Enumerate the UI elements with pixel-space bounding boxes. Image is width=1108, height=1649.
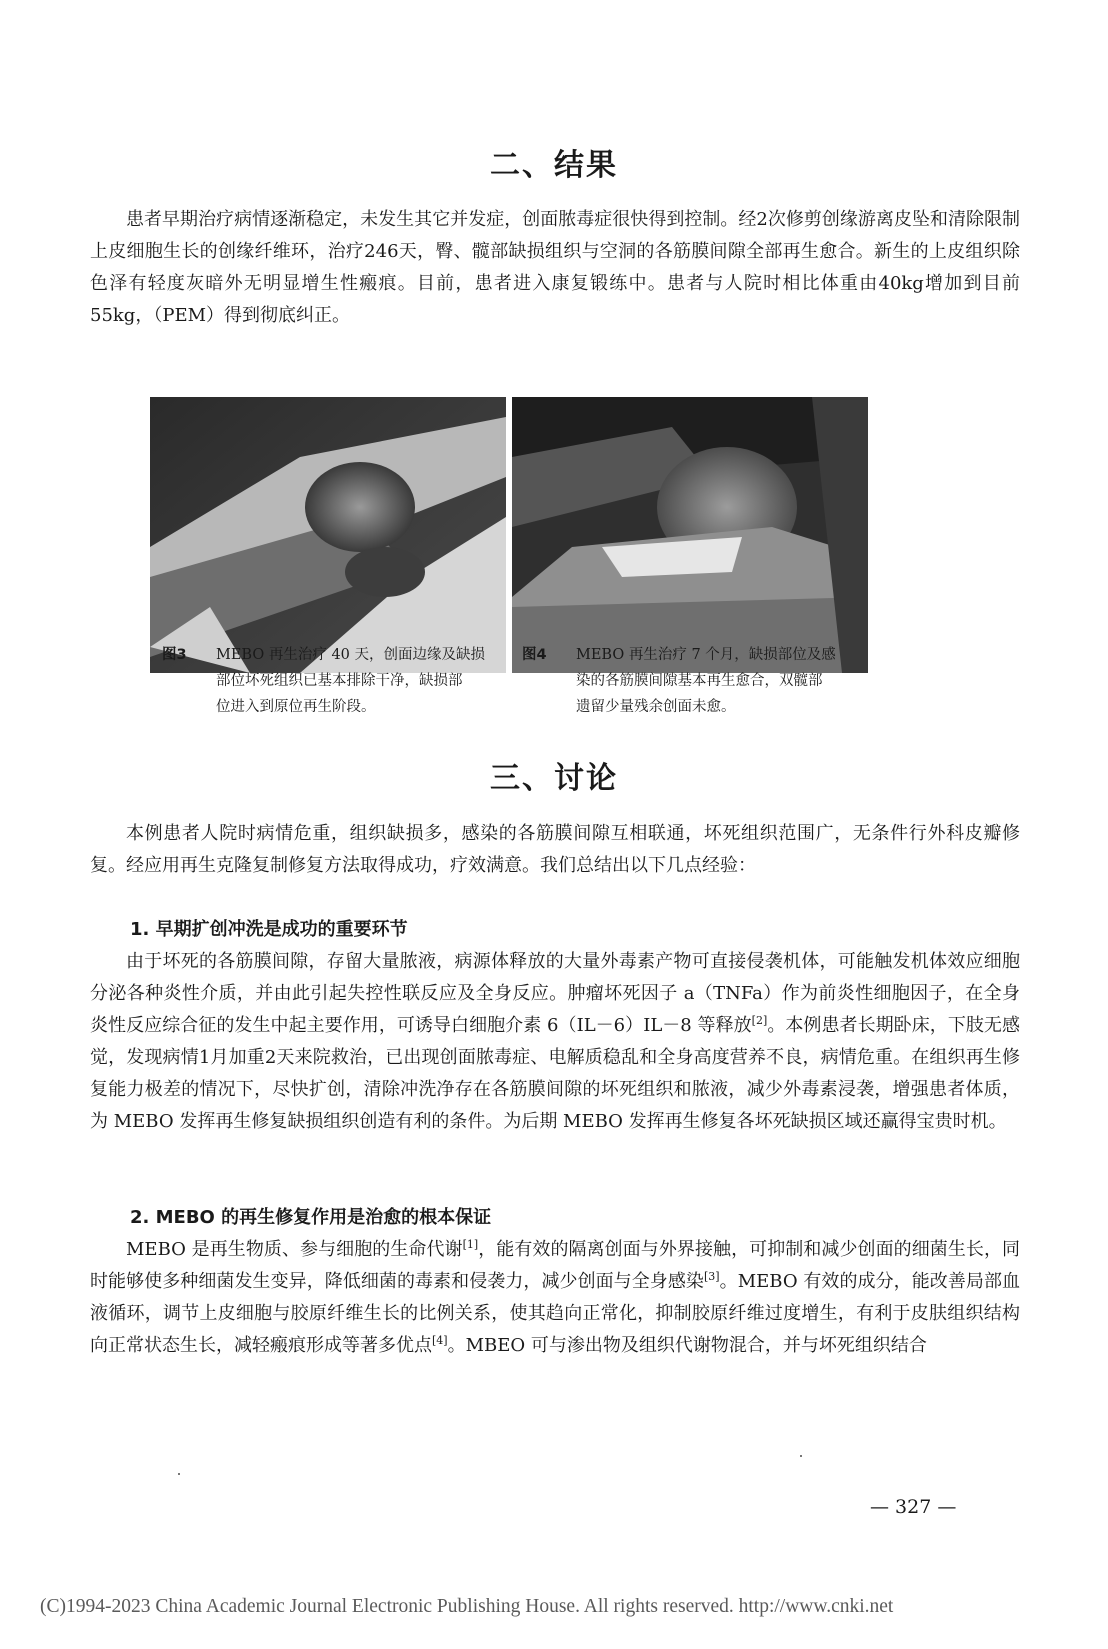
discussion-point-2-paragraph: [90, 1234, 1020, 1362]
discussion-intro-paragraph: 本例患者人院时病情危重，组织缺损多，感染的各筋膜间隙互相联通，坏死组织范围广，无条件行外科皮瓣修复。经应用再生克隆复制修复方法取得成功，疗效满意。我们总结出以下几点经验：: [90, 823, 1020, 876]
discussion-point-1-paragraph: [90, 946, 1020, 1138]
scan-speck: [800, 1455, 802, 1457]
citation-1: [1]: [462, 1238, 479, 1251]
figure-4-caption-line-2: 染的各筋膜间隙基本再生愈合，双髋部: [576, 673, 823, 689]
point-1-text-a: 由于坏死的各筋膜间隙，存留大量脓液，病源体释放的大量外毒素产物可直接侵袭机体，可能触发机体效应细胞分泌各种炎性介质，并由此引起失控性联反应及全身反应。肿瘤坏死因子 a（TNFa）作为前炎性细胞因子，在全身炎性反应综合征的发生中起主要作用，可诱导白细胞介素 6（IL－6）IL－8 等释放: [90, 951, 1020, 1036]
point-2-text-c: 。MEBO 有效的成分，能改善局部血液循环，调节上皮细胞与胶原纤维生长的比例关系，使其趋向正常化，抑制胶原纤维过度增生，有利于皮肤组织结构向正常状态生长，减轻瘢痕形成等著多优点: [90, 1271, 1021, 1356]
section-heading-discussion: 三、讨论: [490, 761, 618, 796]
figure-4-photo: [512, 397, 868, 673]
figure-3-caption-line-1: MEBO 再生治疗 40 天，创面边缘及缺损: [216, 647, 486, 663]
discussion-point-1-title: 1. 早期扩创冲洗是成功的重要环节: [130, 919, 408, 940]
figure-4-caption-line-1: MEBO 再生治疗 7 个月，缺损部位及感: [576, 647, 836, 663]
figure-3-photo: [150, 397, 506, 673]
figure-3-caption: [162, 642, 485, 720]
scan-speck: [178, 1473, 180, 1475]
figure-3-caption-line-2: 部位坏死组织已基本排除干净，缺损部: [216, 673, 463, 689]
page-number: — 327 —: [870, 1496, 957, 1518]
copyright-footer: (C)1994-2023 China Academic Journal Electronic Publishing House. All rights reserved. http://www.cnki.net: [40, 1596, 894, 1617]
point-2-text-a: MEBO 是再生物质、参与细胞的生命代谢: [126, 1239, 463, 1260]
figure-4-label: 图4: [522, 647, 547, 663]
point-1-text-b: 。本例患者长期卧床，下肢无感觉，发现病情1月加重2天来院救治，已出现创面脓毒症、电解质稳乱和全身高度营养不良，病情危重。在组织再生修复能力极差的情况下，尽快扩创，清除冲洗净存在各筋膜间隙的坏死组织和脓液，减少外毒素浸袭，增强患者体质，为 MEBO 发挥再生修复缺损组织创造有利的条件。为后期 MEBO 发挥再生修复各坏死缺损区域还赢得宝贵时机。: [90, 1015, 1020, 1132]
figure-4-caption: [522, 642, 836, 720]
discussion-point-2-title: 2. MEBO 的再生修复作用是治愈的根本保证: [130, 1207, 492, 1228]
figure-3-caption-line-3: 位进入到原位再生阶段。: [216, 699, 376, 715]
section-heading-results: 二、结果: [490, 148, 618, 183]
citation-2: [2]: [751, 1014, 768, 1027]
figure-3-label: 图3: [162, 647, 187, 663]
point-2-text-b: ，能有效的隔离创面与外界接触，可抑制和减少创面的细菌生长，同时能够使多种细菌发生变异，降低细菌的毒素和侵袭力，减少创面与全身感染: [90, 1239, 1021, 1292]
citation-4: [4]: [432, 1334, 448, 1347]
results-paragraph: 患者早期治疗病情逐渐稳定，未发生其它并发症，创面脓毒症很快得到控制。经2次修剪创缘游离皮坠和清除限制上皮细胞生长的创缘纤维环，治疗246天，臀、髋部缺损组织与空洞的各筋膜间隙全部再生愈合。新生的上皮组织除色泽有轻度灰暗外无明显增生性瘢痕。目前，患者进入康复锻练中。患者与人院时相比体重由40kg增加到目前55kg，（PEM）得到彻底纠正。: [90, 209, 1020, 326]
figure-4-caption-line-3: 遗留少量残余创面未愈。: [576, 699, 736, 715]
point-2-text-d: 。MBEO 可与渗出物及组织代谢物混合，并与坏死组织结合: [447, 1335, 927, 1356]
citation-3: [3]: [703, 1270, 720, 1283]
